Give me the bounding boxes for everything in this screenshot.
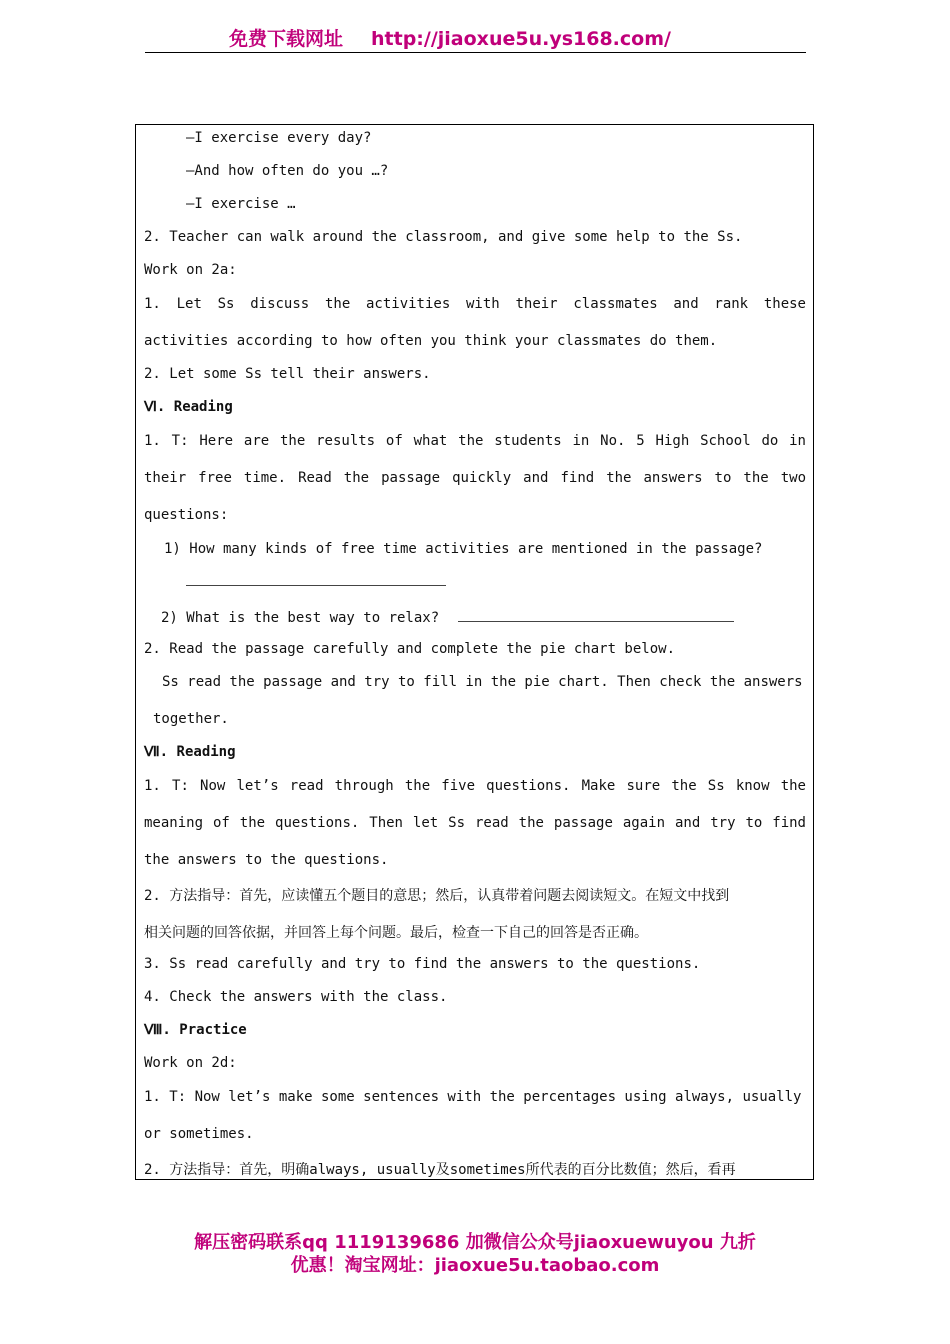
footer-line-1: 解压密码联系qq 1119139686 加微信公众号jiaoxuewuyou 九折 — [194, 1232, 756, 1253]
header-url-link[interactable]: http://jiaoxue5u.ys168.com/ — [371, 28, 671, 50]
text-line: activities according to how often you think your classmates do them. — [144, 333, 718, 349]
dialogue-line: —And how often do you …? — [186, 163, 389, 179]
header-label: 免费下载网址 — [229, 28, 344, 50]
section-heading-reading-2: Ⅶ. Reading — [144, 744, 236, 760]
text-line: questions: — [144, 507, 229, 523]
lesson-content-box — [135, 124, 814, 1180]
dialogue-line: —I exercise every day? — [186, 130, 372, 146]
text-line: together. — [153, 711, 229, 727]
text-line: 1. T: Here are the results of what the students in No. 5 High School do in — [144, 433, 806, 449]
footer-line-2: 优惠！淘宝网址：jiaoxue5u.taobao.com — [290, 1255, 660, 1276]
header-text — [229, 24, 671, 51]
text-line: Work on 2d: — [144, 1055, 237, 1071]
section-heading-reading: Ⅵ. Reading — [144, 399, 233, 415]
text-line: Work on 2a: — [144, 262, 237, 278]
text-line: 3. Ss read carefully and try to find the answers to the questions. — [144, 956, 701, 972]
text-line: the answers to the questions. — [144, 852, 389, 868]
text-line: 2. Read the passage carefully and complete the pie chart below. — [144, 641, 676, 657]
text-line: 2. 方法指导：首先，应读懂五个题目的意思；然后，认真带着问题去阅读短文。在短文中找到 — [144, 888, 730, 904]
text-line: 2. 方法指导：首先，明确always, usually及sometimes所代表的百分比数值；然后，看再 — [144, 1162, 736, 1178]
text-line: 4. Check the answers with the class. — [144, 989, 448, 1005]
answer-blank-1 — [186, 571, 446, 590]
text-line: meaning of the questions. Then let Ss read the passage again and try to find — [144, 815, 806, 831]
answer-blank-2 — [458, 607, 734, 622]
text-line: or sometimes. — [144, 1126, 254, 1142]
page-header — [145, 22, 806, 53]
text-line: their free time. Read the passage quickly and find the answers to the two — [144, 470, 806, 486]
section-heading-practice: Ⅷ. Practice — [144, 1022, 247, 1038]
question-line: 1) How many kinds of free time activities are mentioned in the passage? — [164, 541, 763, 557]
text-line: 相关问题的回答依据，并回答上每个问题。最后，检查一下自己的回答是否正确。 — [144, 925, 648, 941]
text-line: 1. Let Ss discuss the activities with their classmates and rank these — [144, 296, 806, 312]
text-line: 1. T: Now let’s read through the five questions. Make sure the Ss know the — [144, 778, 806, 794]
text-line: 2. Teacher can walk around the classroom, and give some help to the Ss. — [144, 229, 743, 245]
dialogue-line: —I exercise … — [186, 196, 296, 212]
text-line: Ss read the passage and try to fill in the pie chart. Then check the answers — [162, 674, 803, 690]
text-line: 1. T: Now let’s make some sentences with the percentages using always, usually — [144, 1089, 802, 1105]
question-line — [161, 607, 734, 626]
question-text: 2) What is the best way to relax? — [161, 610, 440, 626]
text-line: 2. Let some Ss tell their answers. — [144, 366, 431, 382]
